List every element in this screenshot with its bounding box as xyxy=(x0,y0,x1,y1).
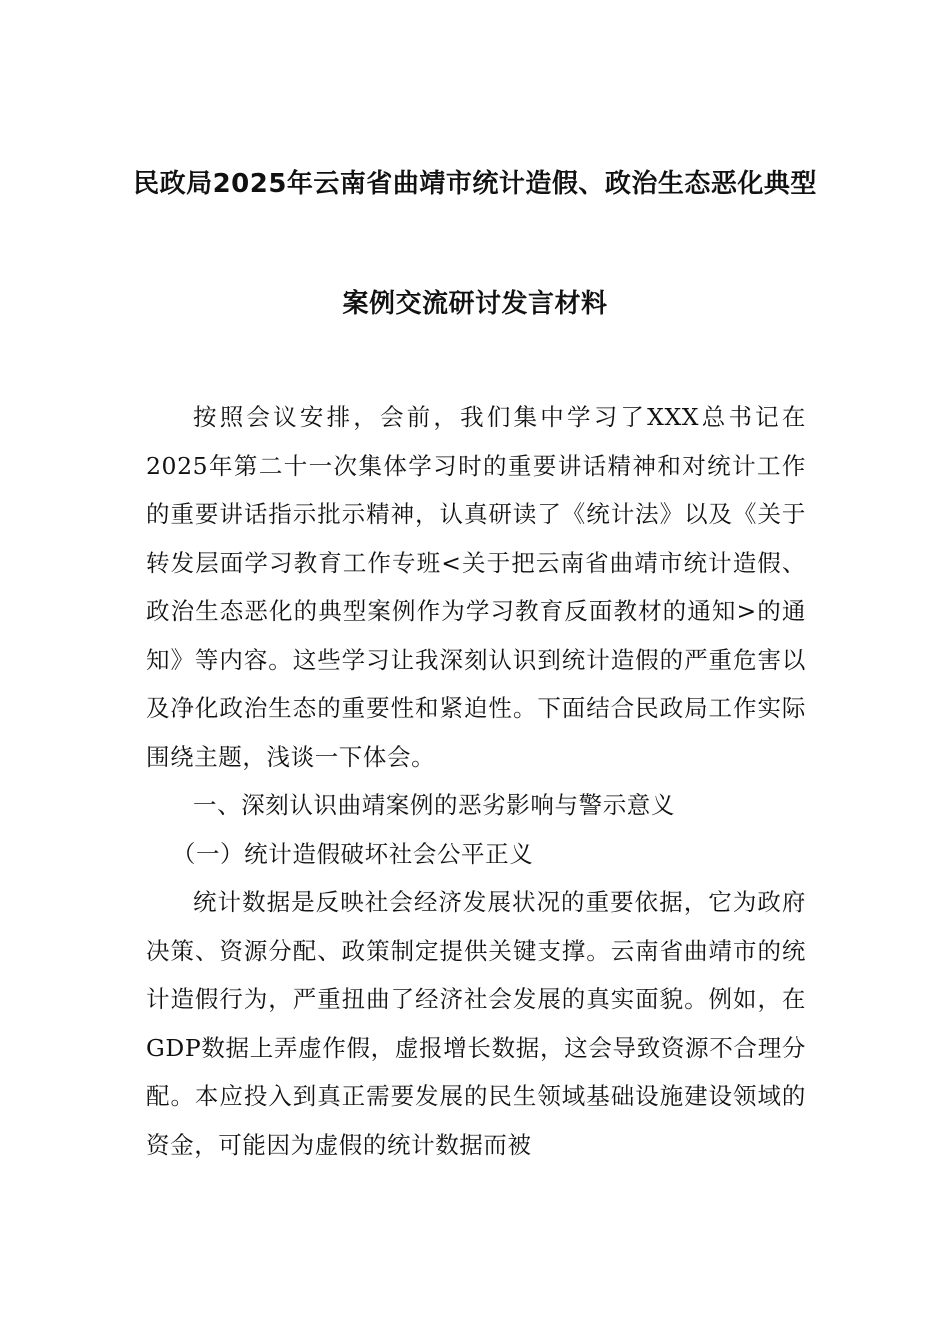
document-title-line-1: 民政局2025年云南省曲靖市统计造假、政治生态恶化典型 xyxy=(133,169,817,199)
section-1-heading: 一、深刻认识曲靖案例的恶劣影响与警示意义 xyxy=(193,791,675,819)
document-body xyxy=(146,393,806,1169)
subsection-1-heading: （一）统计造假破坏社会公平正义 xyxy=(171,839,534,868)
subsection-1-paragraph: 统计数据是反映社会经济发展状况的重要依据，它为政府决策、资源分配、政策制定提供关键支撑。云南省曲靖市的统计造假行为，严重扭曲了经济社会发展的真实面貌。例如，在GDP数据上弄虚作假，虚报增长数据，这会导致资源不合理分配。本应投入到真正需要发展的民生领域基础设施建设领域的资金，可能因为虚假的统计数据而被 xyxy=(146,888,806,1159)
document-title-line-2: 案例交流研讨发言材料 xyxy=(342,289,608,319)
intro-paragraph: 按照会议安排，会前，我们集中学习了XXX总书记在2025年第二十一次集体学习时的重要讲话精神和对统计工作的重要讲话指示批示精神，认真研读了《统计法》以及《关于转发层面学习教育工作专班<关于把云南省曲靖市统计造假、政治生态恶化的典型案例作为学习教育反面教材的通知>的通知》等内容。这些学习让我深刻认识到统计造假的严重危害以及净化政治生态的重要性和紧迫性。下面结合民政局工作实际围绕主题，浅谈一下体会。 xyxy=(146,403,806,771)
